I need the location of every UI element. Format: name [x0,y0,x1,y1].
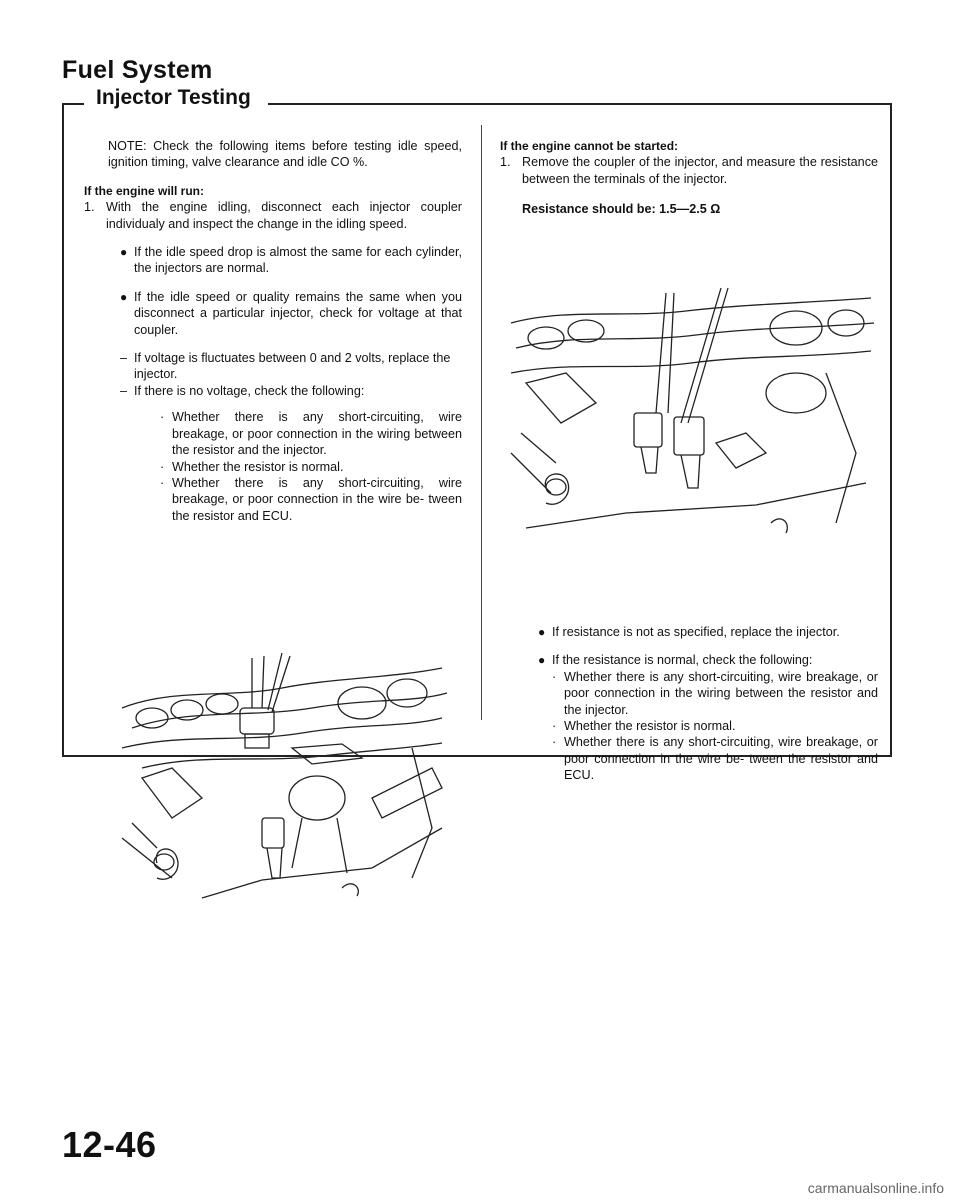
step-number: 1. [84,200,95,215]
bullet-dot-icon: ● [120,289,128,304]
check-list [160,409,462,524]
bullet-item [538,652,878,668]
check-text: Whether there is any short-circuiting, wire breakage, or poor connection in the wiring between the resistor and the injector. [564,669,878,717]
check-item [552,669,878,718]
right-column [500,138,878,218]
step-1 [500,154,878,187]
injector-resistance-illustration [506,283,878,545]
dot-icon: · [160,410,165,425]
bullet-dot-icon: ● [538,625,546,639]
dash-item [120,383,462,399]
left-column [84,138,462,524]
dot-icon: · [552,669,557,684]
check-text: Whether there is any short-circuiting, wire breakage, or poor connection in the wire be- tween the resistor and ECU. [172,475,462,523]
page-number: 12-46 [62,1124,157,1165]
bullet-dot-icon: ● [538,653,546,668]
bullet-text: If resistance is not as specified, replace the injector. [552,625,840,639]
condition-engine-runs: If the engine will run: [84,183,204,198]
step-text: Remove the coupler of the injector, and measure the resistance between the terminals of the injector. [522,155,878,186]
check-text: Whether there is any short-circuiting, wire breakage, or poor connection in the wiring between the resistor and the injector. [172,410,462,458]
dash-item [120,350,462,383]
check-item [552,734,878,783]
dot-icon: · [552,719,557,734]
column-divider [481,125,482,720]
bullet-text: If the resistance is normal, check the following: [552,653,813,668]
check-item [160,475,462,524]
page-title: Fuel System [62,56,213,84]
check-text: Whether there is any short-circuiting, wire breakage, or poor connection in the wire be- tween the resistor and ECU. [564,735,878,783]
check-text: Whether the resistor is normal. [564,719,736,734]
check-item [160,459,462,475]
bullet-item [120,289,462,338]
resistance-spec: Resistance should be: 1.5—2.5 Ω [522,202,721,217]
step-1 [84,199,462,232]
step-text: With the engine idling, disconnect each injector coupler individualy and inspect the change in the idling speed. [106,200,462,231]
dot-icon: · [552,735,557,750]
dot-icon: · [160,475,165,490]
bullet-text: If the idle speed drop is almost the same for each cylinder, the injectors are normal. [134,245,462,276]
bullet-item [120,244,462,277]
step-number: 1. [500,155,511,170]
right-column-lower [538,624,878,784]
bullet-dot-icon: ● [120,245,128,260]
dash-text: If there is no voltage, check the following: [134,383,365,398]
dot-icon: · [160,459,165,474]
bullet-text: If the idle speed or quality remains the same when you disconnect a particular injector, check for voltage at that coupler. [134,289,462,337]
check-list [552,669,878,784]
dash-mark: – [120,383,128,398]
dash-mark: – [120,351,128,366]
dash-text: If voltage is fluctuates between 0 and 2 volts, replace the injector. [134,351,451,382]
check-text: Whether the resistor is normal. [172,459,344,474]
bullet-item [538,624,878,640]
watermark-link[interactable]: carmanualsonline.info [807,1180,944,1196]
section-title: Injector Testing [88,86,259,110]
check-item [160,409,462,458]
condition-engine-cannot-start: If the engine cannot be started: [500,139,679,153]
check-item [552,718,878,734]
note-text: NOTE: Check the following items before testing idle speed, ignition timing, valve clearance and idle CO %. [108,139,462,170]
injector-voltage-illustration [112,648,452,908]
